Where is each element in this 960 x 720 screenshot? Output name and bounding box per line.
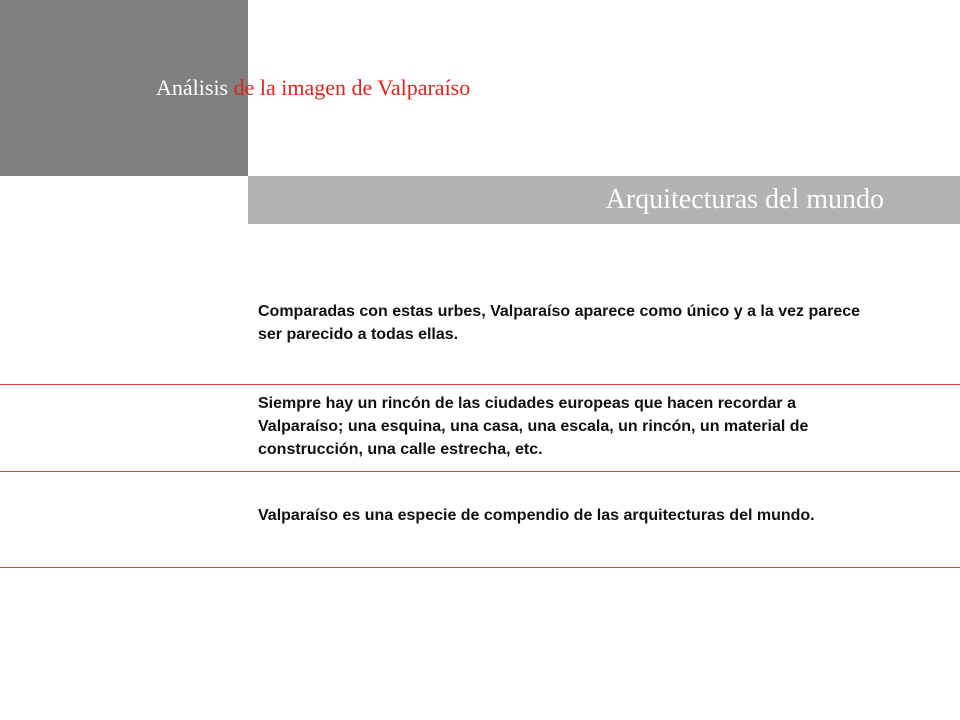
- paragraph-1: Comparadas con estas urbes, Valparaíso aparece como único y a la vez parece ser parecido a todas ellas.: [258, 303, 861, 343]
- slide-title-part-1: Análisis: [156, 75, 229, 100]
- divider-line-1: [0, 384, 960, 385]
- paragraph-3: Valparaíso es una especie de compendio de las arquitecturas del mundo.: [258, 507, 815, 524]
- subtitle-band: [248, 176, 960, 224]
- divider-line-3: [0, 567, 960, 568]
- slide-subtitle: Arquitecturas del mundo: [605, 184, 884, 215]
- paragraph-2: Siempre hay un rincón de las ciudades europeas que hacen recordar a Valparaíso; una esquina, una casa, una escala, un rincón, un material de construcción, una calle estrecha, etc.: [258, 395, 809, 458]
- slide-title-part-2: de la imagen de Valparaíso: [228, 75, 471, 100]
- divider-line-2: [0, 471, 960, 472]
- slide-title: [156, 72, 470, 104]
